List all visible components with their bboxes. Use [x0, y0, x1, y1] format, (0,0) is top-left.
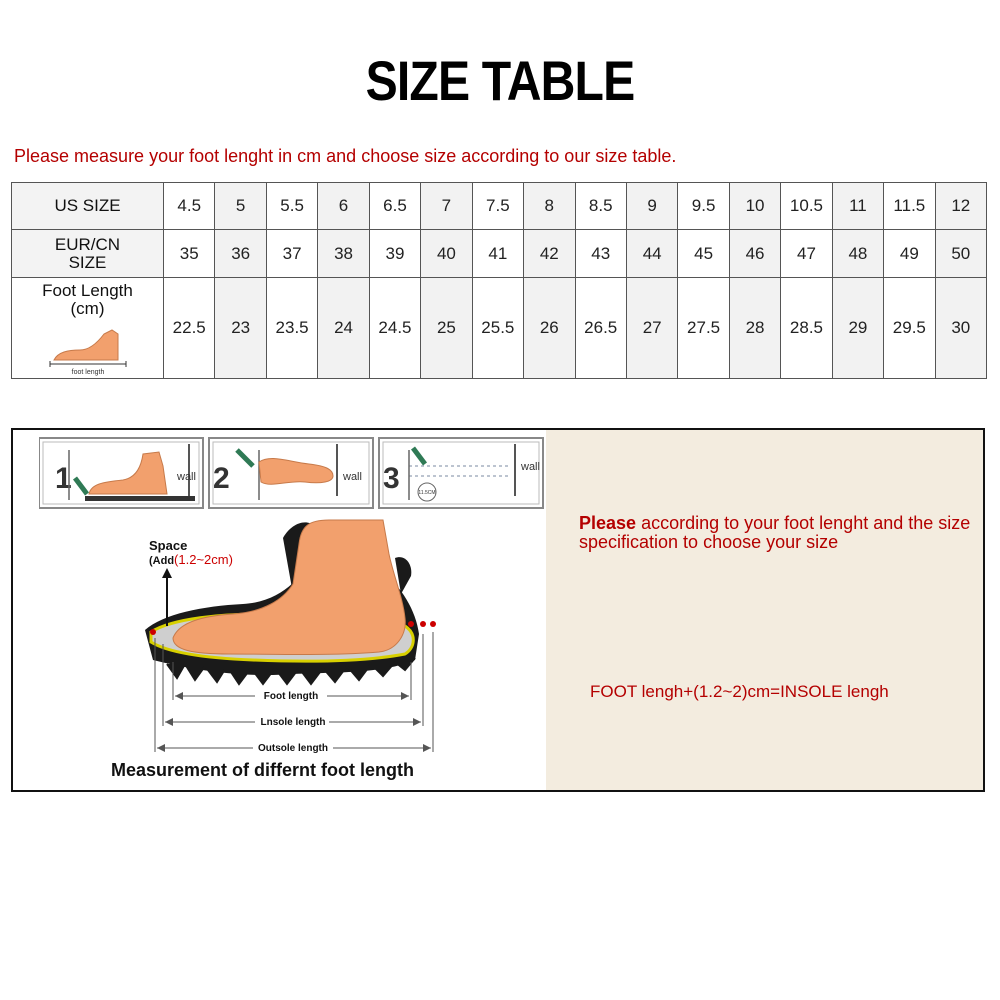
eur-size-cell: 36: [215, 230, 266, 278]
foot-length-cell: 22.5: [164, 278, 215, 379]
eur-size-header: [12, 230, 164, 278]
foot-length-cell: 24: [318, 278, 369, 379]
us-size-cell: 7.5: [472, 183, 523, 230]
step-2-number: 2: [213, 462, 230, 495]
space-label: Space: [149, 538, 188, 553]
us-size-cell: 11.5: [884, 183, 935, 230]
foot-length-cell: 30: [935, 278, 986, 379]
us-size-cell: 8: [524, 183, 575, 230]
size-advice-text: [579, 514, 979, 552]
foot-measure-icon: [46, 320, 130, 376]
us-size-cell: 10: [729, 183, 780, 230]
us-size-cell: 4.5: [164, 183, 215, 230]
foot-length-cell: 26: [524, 278, 575, 379]
eur-header-line1: EUR/CN: [54, 234, 121, 254]
insole-length-label: Lnsole length: [260, 717, 326, 728]
diagram-caption: Measurement of differnt foot length: [111, 760, 414, 780]
eur-size-cell: 47: [781, 230, 832, 278]
eur-size-cell: 42: [524, 230, 575, 278]
foot-length-cell: 25.5: [472, 278, 523, 379]
please-word: Please: [579, 513, 637, 533]
foot-length-row: [12, 278, 987, 379]
foot-header-line2: (cm): [70, 299, 105, 318]
foot-length-caption: foot length: [71, 369, 104, 376]
us-size-cell: 5: [215, 183, 266, 230]
foot-length-cell: 27: [626, 278, 677, 379]
step-2: [209, 438, 373, 508]
foot-length-cell: 28: [729, 278, 780, 379]
size-table: [11, 182, 987, 379]
instruction-text: Please measure your foot lenght in cm and choose size according to our size table.: [14, 146, 677, 166]
us-size-cell: 11: [832, 183, 883, 230]
step-1-wall-label: wall: [177, 471, 196, 483]
add-prefix: (Add: [149, 555, 175, 567]
step-1-number: 1: [55, 462, 72, 495]
add-value: (1.2~2cm): [174, 552, 233, 567]
us-size-cell: 12: [935, 183, 986, 230]
foot-length-cell: 28.5: [781, 278, 832, 379]
us-size-cell: 7: [421, 183, 472, 230]
outsole-length-label: Outsole length: [258, 743, 328, 754]
us-size-cell: 6.5: [369, 183, 420, 230]
foot-length-cell: 29.5: [884, 278, 935, 379]
step-3-number: 3: [383, 462, 400, 495]
foot-length-cell: 25: [421, 278, 472, 379]
foot-length-cell: 24.5: [369, 278, 420, 379]
eur-size-cell: 37: [266, 230, 317, 278]
eur-size-cell: 44: [626, 230, 677, 278]
page-title: SIZE TABLE: [365, 49, 635, 112]
foot-length-label: Foot length: [263, 691, 319, 702]
us-size-cell: 5.5: [266, 183, 317, 230]
us-size-cell: 9.5: [678, 183, 729, 230]
notes-area: [546, 430, 983, 790]
foot-length-cell: 23.5: [266, 278, 317, 379]
step-3-wall-label: wall: [521, 461, 540, 473]
foot-length-cell: 29: [832, 278, 883, 379]
step-3: [379, 438, 543, 508]
measurement-steps: [39, 436, 551, 512]
foot-length-cell: 26.5: [575, 278, 626, 379]
eur-size-cell: 43: [575, 230, 626, 278]
eur-size-cell: 45: [678, 230, 729, 278]
foot-header-line1: Foot Length: [42, 281, 133, 300]
us-size-cell: 8.5: [575, 183, 626, 230]
us-size-cell: 10.5: [781, 183, 832, 230]
eur-size-cell: 40: [421, 230, 472, 278]
eur-size-cell: 35: [164, 230, 215, 278]
us-size-cell: 6: [318, 183, 369, 230]
size-advice-rest: according to your foot lenght and the size specification to choose your size: [579, 513, 971, 552]
eur-size-cell: 39: [369, 230, 420, 278]
svg-text:(Add(1.2~2cm): [149, 552, 233, 567]
eur-size-cell: 41: [472, 230, 523, 278]
eur-size-cell: 50: [935, 230, 986, 278]
step-3-marker: 11.5CM: [418, 490, 436, 496]
step-1: [39, 438, 203, 508]
foot-length-cell: 23: [215, 278, 266, 379]
eur-size-row: [12, 230, 987, 278]
eur-size-cell: 49: [884, 230, 935, 278]
us-size-cell: 9: [626, 183, 677, 230]
eur-size-cell: 46: [729, 230, 780, 278]
foot-length-cell: 27.5: [678, 278, 729, 379]
eur-size-cell: 48: [832, 230, 883, 278]
foot-length-header: [12, 278, 164, 379]
us-size-row: [12, 183, 987, 230]
eur-size-cell: 38: [318, 230, 369, 278]
us-size-header: US SIZE: [12, 183, 164, 230]
insole-formula: FOOT lengh+(1.2~2)cm=INSOLE lengh: [590, 682, 889, 701]
measurement-panel: [11, 428, 985, 792]
step-2-wall-label: wall: [343, 471, 362, 483]
foot-diagram: [133, 514, 463, 754]
eur-header-line2: SIZE: [68, 252, 107, 272]
